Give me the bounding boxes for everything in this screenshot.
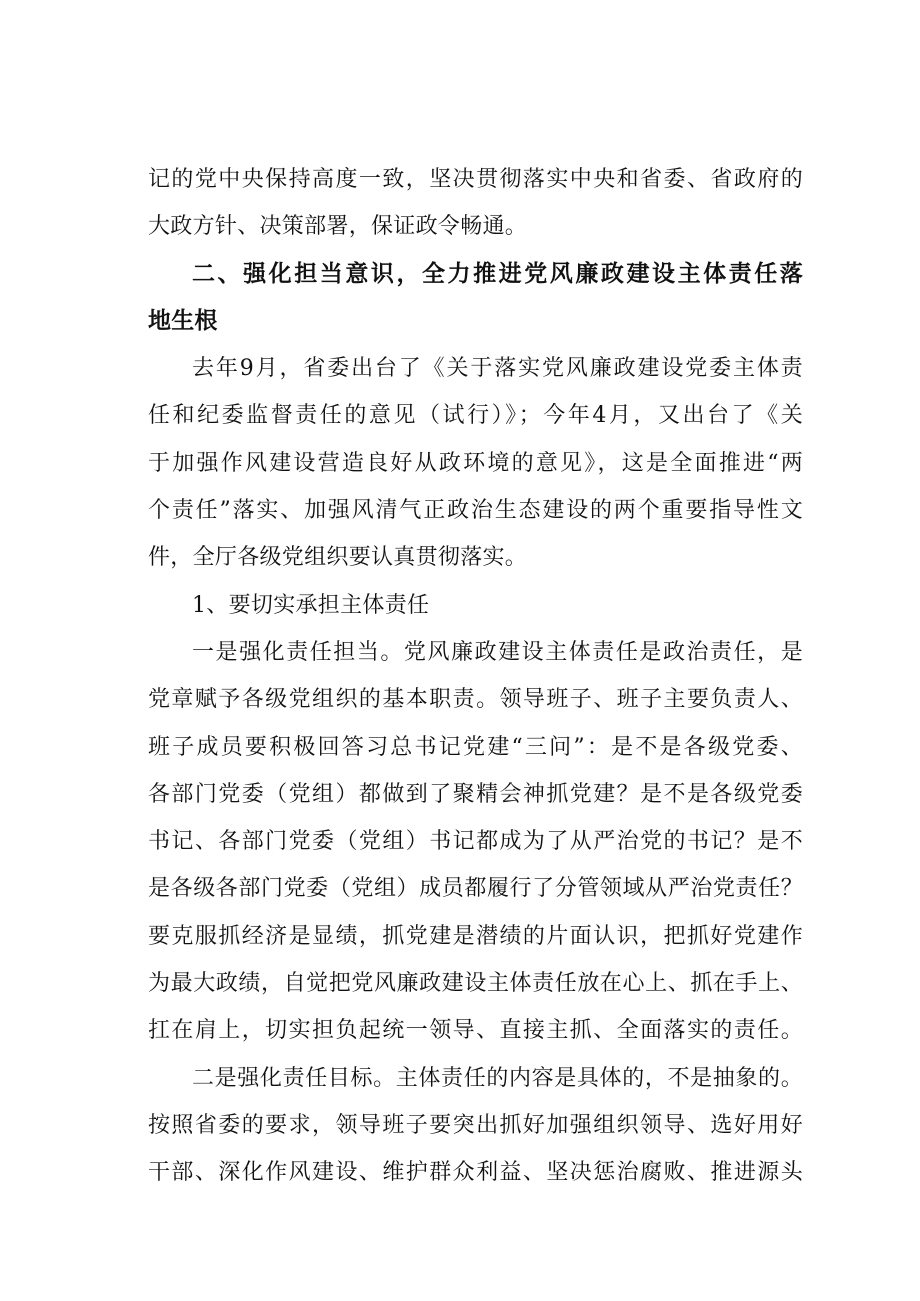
body-line: 按照省委的要求，领导班子要突出抓好加强组织领导、选好用好 (148, 1112, 803, 1138)
body-line: 一是强化责任担当。党风廉政建设主体责任是政治责任，是 (192, 639, 803, 665)
body-line: 为最大政绩，自觉把党风廉政建设主体责任放在心上、抓在手上、 (148, 971, 803, 997)
body-line: 于加强作风建设营造良好从政环境的意见》，这是全面推进“两 (148, 450, 803, 476)
document-page (148, 156, 803, 1197)
body-line: 要克服抓经济是显绩，抓党建是潜绩的片面认识，把抓好党建作 (148, 923, 803, 949)
body-line: 个责任”落实、加强风清气正政治生态建设的两个重要指导性文 (148, 498, 803, 524)
body-line: 二是强化责任目标。主体责任的内容是具体的，不是抽象的。 (192, 1065, 803, 1091)
body-line: 各部门党委（党组）都做到了聚精会神抓党建？是不是各级党委 (148, 781, 803, 807)
body-line: 书记、各部门党委（党组）书记都成为了从严治党的书记？是不 (148, 829, 803, 855)
body-line: 干部、深化作风建设、维护群众利益、坚决惩治腐败、推进源头 (148, 1160, 803, 1186)
section-heading-continued: 地生根 (148, 307, 218, 334)
body-line: 记的党中央保持高度一致，坚决贯彻落实中央和省委、省政府的 (148, 167, 803, 192)
section-heading: 二、强化担当意识，全力推进党风廉政建设主体责任落 (192, 260, 803, 287)
body-line: 党章赋予各级党组织的基本职责。领导班子、班子主要负责人、 (148, 687, 803, 713)
body-line: 班子成员要积极回答习总书记党建“三问”：是不是各级党委、 (148, 734, 803, 760)
body-line: 去年9月，省委出台了《关于落实党风廉政建设党委主体责 (192, 356, 803, 382)
body-line: 是各级各部门党委（党组）成员都履行了分管领域从严治党责任？ (148, 876, 803, 902)
body-line: 件，全厅各级党组织要认真贯彻落实。 (148, 545, 528, 571)
body-line: 任和纪委监督责任的意见（试行）》；今年4月，又出台了《关 (148, 403, 803, 429)
body-line: 大政方针、决策部署，保证政令畅通。 (148, 214, 528, 240)
subsection-title: 1、要切实承担主体责任 (192, 592, 430, 618)
body-line: 扛在肩上，切实担负起统一领导、直接主抓、全面落实的责任。 (148, 1018, 803, 1044)
